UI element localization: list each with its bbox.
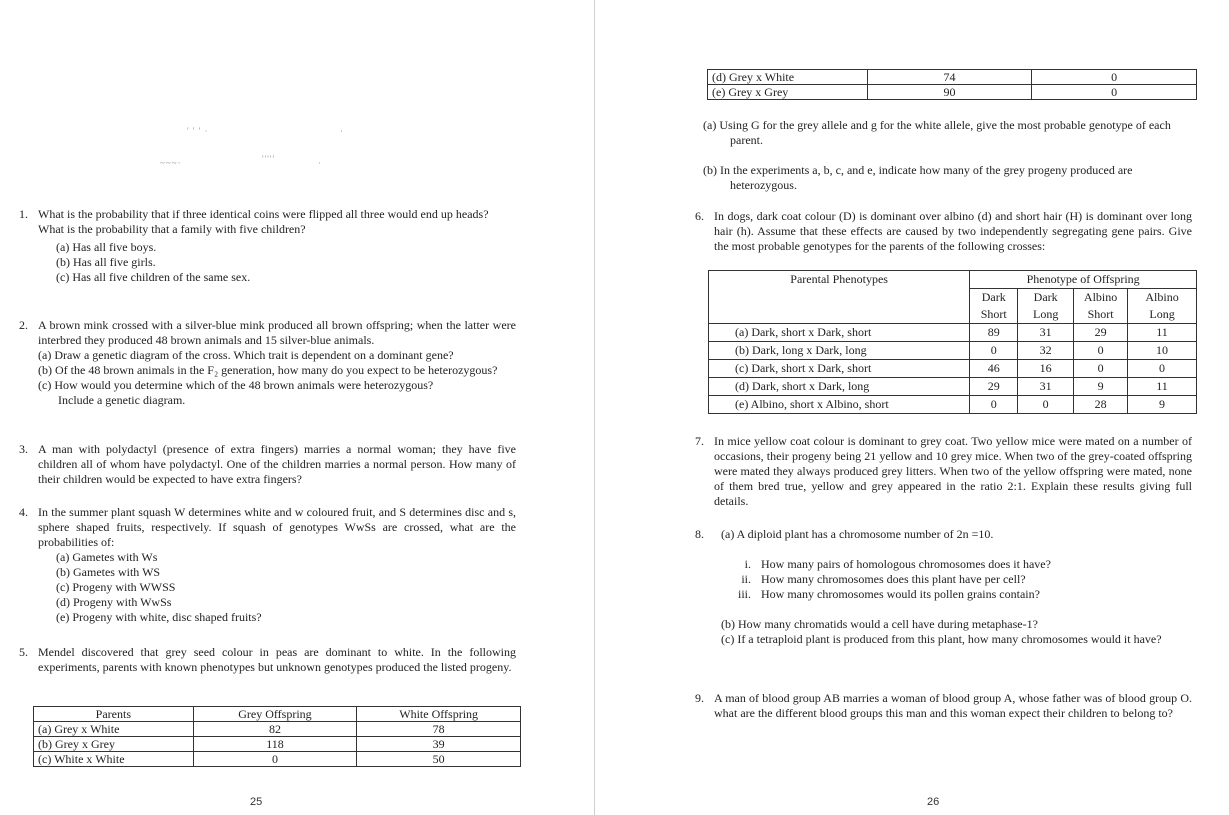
dog-cross-table <box>708 270 1197 414</box>
table-cell: (e) Albino, short x Albino, short <box>709 396 970 414</box>
sub-question-text: How many chromosomes would its pollen grains contain? <box>761 587 1040 601</box>
option-item: (a) Draw a genetic diagram of the cross. Which trait is dependent on a dominant gene? <box>38 348 454 362</box>
table-header: Long <box>1018 306 1074 324</box>
table-header: Dark <box>970 289 1018 307</box>
question-text: A man with polydactyl (presence of extra fingers) marries a normal woman; they have five children all of whom have polydactyl. One of the children marries a normal person. How many of their children would be expected to have extra fingers? <box>38 442 516 486</box>
option-item: (b) Of the 48 brown animals in the F₂ generation, how many do you expect to be heterozygous? <box>38 363 498 377</box>
table-header: Albino <box>1128 289 1197 307</box>
table-cell: 0 <box>193 752 357 767</box>
faint-mark: ' ' ' · <box>187 126 209 136</box>
table-cell: 32 <box>1018 342 1074 360</box>
table-cell: 0 <box>970 342 1018 360</box>
table-row <box>709 360 1197 378</box>
table-cell: (a) Dark, short x Dark, short <box>709 324 970 342</box>
option-item: (c) How would you determine which of the 48 brown animals were heterozygous? <box>38 378 434 392</box>
table-header: Short <box>1074 306 1128 324</box>
question-7 <box>695 434 1192 509</box>
table-cell: 0 <box>1128 360 1197 378</box>
table-row <box>709 378 1197 396</box>
roman-numeral: iii. <box>737 587 751 601</box>
option-item: (b) Gametes with WS <box>56 565 161 579</box>
sub-question-text: How many pairs of homologous chromosomes does it have? <box>761 557 1051 571</box>
table-cell: 9 <box>1128 396 1197 414</box>
table-cell: 28 <box>1074 396 1128 414</box>
table-header: Dark <box>1018 289 1074 307</box>
question-1 <box>19 207 516 285</box>
table-cell: 50 <box>357 752 521 767</box>
option-item: (d) Progeny with WwSs <box>56 595 172 609</box>
question-4 <box>19 505 516 625</box>
page-number: 26 <box>927 796 940 808</box>
question-text: In the summer plant squash W determines white and w coloured fruit, and S determines disc and s, sphere shaped fruits, respectively. If squash of genotypes WwSs are crossed, what are the probabilities of: <box>38 505 516 549</box>
question-text: In mice yellow coat colour is dominant to grey coat. Two yellow mice were mated on a number of occasions, their progeny being 21 yellow and 10 grey mice. When two of the grey-coated offspring were mated they always produced grey litters. When two of the yellow offspring were mated, none of them bred true, yellow and grey appeared in the ratio 2:1. Explain these results giving full details. <box>714 434 1192 508</box>
table-row <box>708 85 1197 100</box>
faint-mark: ~~~· <box>160 158 182 168</box>
table-cell: 90 <box>867 85 1032 100</box>
option-item: (a) Gametes with Ws <box>56 550 158 564</box>
question-2 <box>19 318 516 408</box>
table-cell: 0 <box>1074 360 1128 378</box>
question-text: In dogs, dark coat colour (D) is dominant over albino (d) and short hair (H) is dominant over long hair (h). Assume that these effects are caused by two independently segregating gene pairs. Give the most probable genotypes for the parents of the following crosses: <box>714 209 1192 253</box>
table-cell: 11 <box>1128 324 1197 342</box>
table-cell: 9 <box>1074 378 1128 396</box>
table-cell: (a) Grey x White <box>34 722 194 737</box>
option-item: (a) Using G for the grey allele and g for the white allele, give the most probable genotype of each parent. <box>703 118 1171 147</box>
roman-numeral: ii. <box>741 572 751 586</box>
table-cell: 29 <box>1074 324 1128 342</box>
table-cell: 89 <box>970 324 1018 342</box>
table-row <box>708 70 1197 85</box>
table-row <box>34 752 521 767</box>
table-cell: 0 <box>1074 342 1128 360</box>
question-number: 1. <box>19 207 28 221</box>
option-item: (b) Has all five girls. <box>56 255 156 269</box>
option-item: (b) In the experiments a, b, c, and e, indicate how many of the grey progeny produced are heterozygous. <box>703 163 1133 192</box>
question-8 <box>695 527 1192 647</box>
faint-mark: ''''' <box>262 154 276 164</box>
table-cell: (b) Dark, long x Dark, long <box>709 342 970 360</box>
table-header: Parental Phenotypes <box>709 271 970 324</box>
table-header: Grey Offspring <box>193 707 357 722</box>
table-row <box>34 737 521 752</box>
question-9 <box>695 691 1192 721</box>
question-text: What is the probability that if three identical coins were flipped all three would end up heads? <box>38 207 489 221</box>
table-cell: 74 <box>867 70 1032 85</box>
question-number: 8. <box>695 527 704 541</box>
table-header-row <box>709 271 1197 289</box>
table-cell: 10 <box>1128 342 1197 360</box>
option-item: Include a genetic diagram. <box>58 393 186 407</box>
faint-mark: · <box>318 158 322 168</box>
table-header-row <box>34 707 521 722</box>
question-text: A brown mink crossed with a silver-blue mink produced all brown offspring; when the latter were interbred they produced 48 brown animals and 15 silver-blue animals. <box>38 318 516 347</box>
table-header: Albino <box>1074 289 1128 307</box>
question-number: 6. <box>695 209 704 223</box>
table-cell: 0 <box>1018 396 1074 414</box>
table-cell: 31 <box>1018 324 1074 342</box>
table-header: Long <box>1128 306 1197 324</box>
table-header: White Offspring <box>357 707 521 722</box>
faint-mark: · <box>340 126 344 136</box>
sub-question <box>721 572 1192 587</box>
option-item: (c) Progeny with WWSS <box>56 580 176 594</box>
table-cell: (c) White x White <box>34 752 194 767</box>
option-item: (e) Progeny with white, disc shaped fruits? <box>56 610 262 624</box>
table-cell: 11 <box>1128 378 1197 396</box>
question-3 <box>19 442 516 487</box>
question-5 <box>19 645 516 675</box>
right-page <box>595 0 1229 815</box>
table-cell: (b) Grey x Grey <box>34 737 194 752</box>
question-text: What is the probability that a family with five children? <box>38 222 306 236</box>
question-number: 9. <box>695 691 704 705</box>
table-row <box>34 722 521 737</box>
sub-question <box>721 557 1192 572</box>
table-cell: 29 <box>970 378 1018 396</box>
table-cell: 0 <box>1032 70 1197 85</box>
question-6 <box>695 209 1192 254</box>
table-row <box>709 324 1197 342</box>
sub-question <box>721 587 1192 602</box>
table-cell: 46 <box>970 360 1018 378</box>
sub-question-text: How many chromosomes does this plant have per cell? <box>761 572 1026 586</box>
option-item: (c) Has all five children of the same sex. <box>56 270 251 284</box>
table-cell: 39 <box>357 737 521 752</box>
question-number: 5. <box>19 645 28 659</box>
question-number: 2. <box>19 318 28 332</box>
table-cell: 0 <box>1032 85 1197 100</box>
mendel-table <box>33 706 521 767</box>
table-header: Short <box>970 306 1018 324</box>
table-cell: (d) Grey x White <box>708 70 868 85</box>
question-5-continued <box>703 118 1193 193</box>
table-header: Parents <box>34 707 194 722</box>
page-number: 25 <box>250 796 263 808</box>
mendel-table-continued <box>707 69 1197 100</box>
table-cell: 118 <box>193 737 357 752</box>
question-text: Mendel discovered that grey seed colour in peas are dominant to white. In the following experiments, parents with known phenotypes but unknown genotypes produced the listed progeny. <box>38 645 516 674</box>
table-cell: 0 <box>970 396 1018 414</box>
left-page <box>0 0 594 815</box>
table-cell: 82 <box>193 722 357 737</box>
table-cell: 31 <box>1018 378 1074 396</box>
question-text: A man of blood group AB marries a woman of blood group A, whose father was of blood group O. what are the different blood groups this man and this woman expect their children to belong to? <box>714 691 1192 720</box>
roman-numeral: i. <box>744 557 751 571</box>
option-item: (b) How many chromatids would a cell have during metaphase-1? <box>721 617 1038 631</box>
option-item: (a) A diploid plant has a chromosome number of 2n =10. <box>721 527 994 541</box>
option-item: (c) If a tetraploid plant is produced from this plant, how many chromosomes would it have? <box>721 632 1162 646</box>
option-item: (a) Has all five boys. <box>56 240 157 254</box>
table-row <box>709 396 1197 414</box>
table-cell: (c) Dark, short x Dark, short <box>709 360 970 378</box>
question-number: 7. <box>695 434 704 448</box>
table-cell: (d) Dark, short x Dark, long <box>709 378 970 396</box>
table-cell: (e) Grey x Grey <box>708 85 868 100</box>
table-cell: 16 <box>1018 360 1074 378</box>
table-row <box>709 342 1197 360</box>
table-header: Phenotype of Offspring <box>970 271 1197 289</box>
question-number: 3. <box>19 442 28 456</box>
question-number: 4. <box>19 505 28 519</box>
table-cell: 78 <box>357 722 521 737</box>
